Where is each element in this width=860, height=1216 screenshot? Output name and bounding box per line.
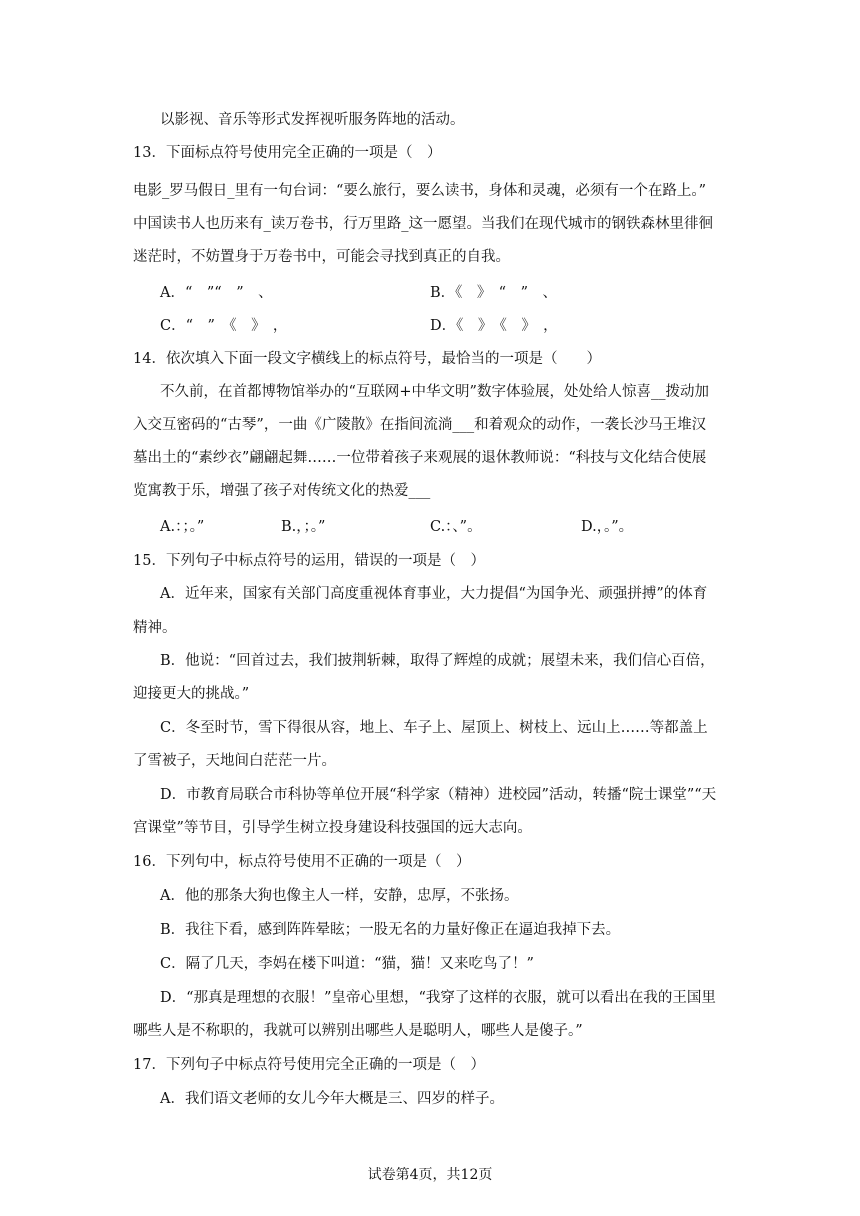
question-15-option-d: D．市教育局联合市科协等单位开展“科学家（精神）进校园”活动，转播“院士课堂”“天 xyxy=(160,787,717,803)
question-13-passage: 中国读书人也历来有_读万卷书，行万里路_这一愿望。当我们在现代城市的钢铁森林里徘徊 xyxy=(133,216,713,232)
question-14-option-c: C.：、”。 xyxy=(430,519,482,535)
question-15-option-b-cont: 迎接更大的挑战。” xyxy=(133,686,250,702)
question-14-option-a: A.：；。” xyxy=(160,519,205,535)
question-15-option-a: A．近年来，国家有关部门高度重视体育事业，大力提倡“为国争光、顽强拼搏”的体育 xyxy=(160,586,708,602)
question-13-option-b: B．《 》 “ ” 、 xyxy=(430,285,557,301)
question-14-passage: 墓出土的“素纱衣”翩翩起舞……一位带着孩子来观展的退休教师说：“科技与文化结合使展 xyxy=(133,450,707,466)
question-16-option-d: D．“那真是理想的衣服！”皇帝心里想，“我穿了这样的衣服，就可以看出在我的王国里 xyxy=(160,990,716,1006)
question-16-option-a: A．他的那条大狗也像主人一样，安静，忠厚，不张扬。 xyxy=(160,888,519,904)
question-17-stem: 17．下列句子中标点符号使用完全正确的一项是（ ） xyxy=(133,1057,485,1073)
question-16-option-b: B．我往下看，感到阵阵晕眩；一股无名的力量好像正在逼迫我掉下去。 xyxy=(160,922,621,938)
question-13-option-a: A．“ ”“ ” 、 xyxy=(160,285,273,301)
question-17-option-a: A．我们语文老师的女儿今年大概是三、四岁的样子。 xyxy=(160,1091,504,1107)
question-16-option-d-cont: 哪些人是不称职的，我就可以辨别出哪些人是聪明人，哪些人是傻子。” xyxy=(133,1023,583,1039)
question-15-stem: 15．下列句子中标点符号的运用，错误的一项是（ ） xyxy=(133,553,485,569)
question-14-passage: 入交互密码的“古琴”，一曲《广陵散》在指间流淌___和着观众的动作，一袭长沙马王堆汉 xyxy=(133,417,707,433)
question-14-passage: 不久前，在首都博物馆举办的“互联网+中华文明”数字体验展，处处给人惊喜__拨动加 xyxy=(160,384,709,400)
question-15-option-b: B．他说：“回首过去，我们披荆斩棘，取得了辉煌的成就；展望未来，我们信心百倍， xyxy=(160,653,715,669)
question-14-option-d: D.，。”。 xyxy=(581,519,634,535)
question-14-passage: 览寓教于乐，增强了孩子对传统文化的热爱___ xyxy=(133,483,431,499)
question-13-option-d: D．《 》 《 》 ， xyxy=(430,318,558,334)
question-16-stem: 16．下列句中，标点符号使用不正确的一项是（ ） xyxy=(133,854,471,870)
question-13-passage: 迷茫时，不妨置身于万卷书中，可能会寻找到真正的自我。 xyxy=(133,249,510,265)
question-13-stem: 13．下面标点符号使用完全正确的一项是（ ） xyxy=(133,145,442,161)
question-15-option-a-cont: 精神。 xyxy=(133,620,177,636)
question-15-option-c-cont: 了雪被子，天地间白茫茫一片。 xyxy=(133,753,336,769)
page-footer: 试卷第4页，共12页 xyxy=(367,1167,493,1183)
question-14-stem: 14．依次填入下面一段文字横线上的标点符号，最恰当的一项是（ ） xyxy=(133,351,601,367)
question-13-option-c: C．“ ” 《 》 ， xyxy=(160,318,288,334)
text-line: 以影视、音乐等形式发挥视听服务阵地的活动。 xyxy=(160,112,465,128)
question-16-option-c: C．隔了几天，李妈在楼下叫道：“猫，猫！又来吃鸟了！” xyxy=(160,956,534,972)
question-14-option-b: B.，；。” xyxy=(281,519,326,535)
question-15-option-c: C．冬至时节，雪下得很从容，地上、车子上、屋顶上、树枝上、远山上……等都盖上 xyxy=(160,720,708,736)
question-13-passage: 电影_罗马假日_里有一句台词：“要么旅行，要么读书，身体和灵魂，必须有一个在路上。” xyxy=(133,183,707,199)
question-15-option-d-cont: 宫课堂”等节目，引导学生树立投身建设科技强国的远大志向。 xyxy=(133,820,532,836)
